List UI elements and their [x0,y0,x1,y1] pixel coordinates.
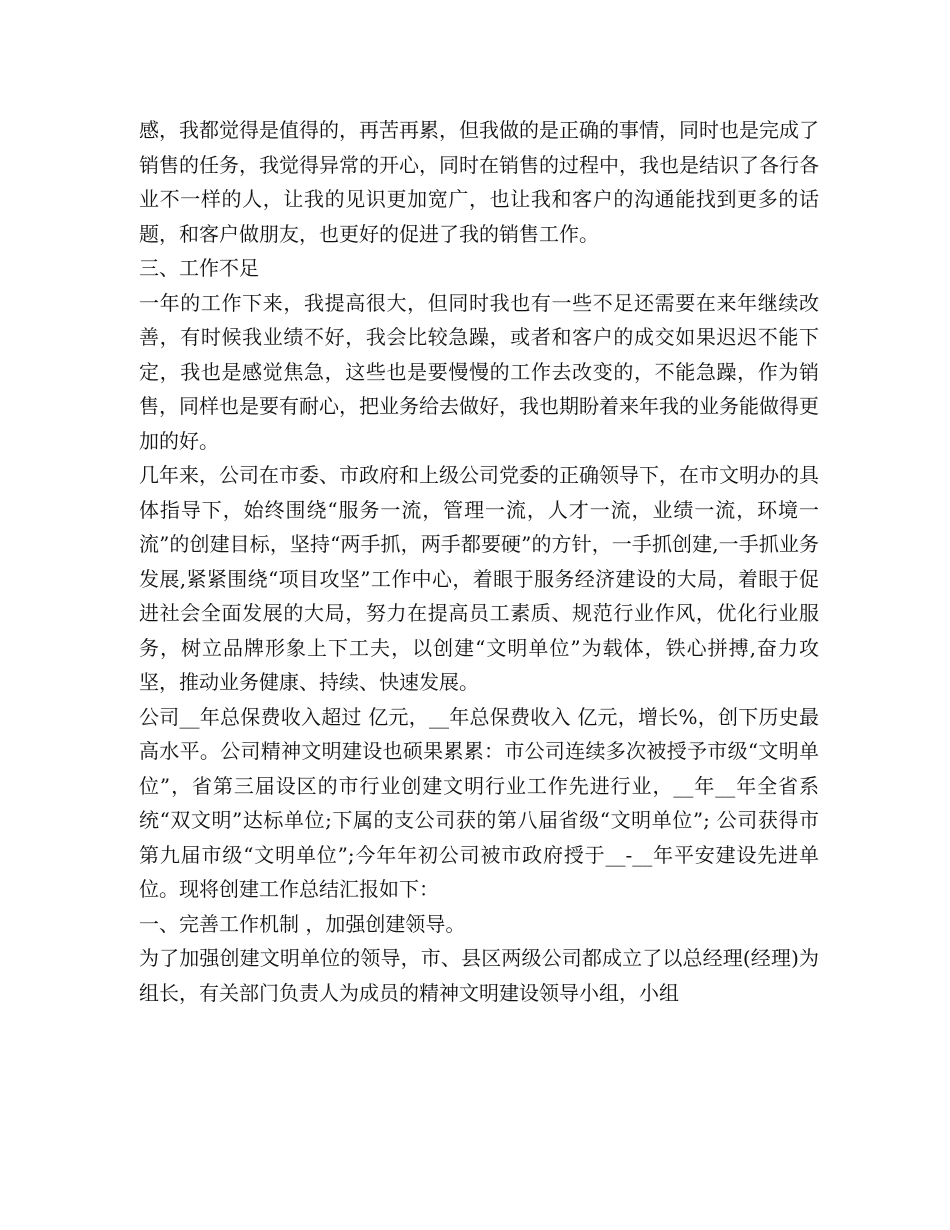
paragraph-sales-reflection: 感，我都觉得是值得的，再苦再累，但我做的是正确的事情，同时也是完成了销售的任务，我觉得异常的开心，同时在销售的过程中，我也是结识了各行各业不一样的人，让我的见识更加宽广，也让我和客户的沟通能找到更多的话题，和客户做朋友，也更好的促进了我的销售工作。 [139,118,819,246]
paragraph-company-overview: 几年来，公司在市委、市政府和上级公司党委的正确领导下，在市文明办的具体指导下，始终围绕“服务一流，管理一流，人才一流，业绩一流，环境一流”的创建目标，坚持“两手抓，两手都要硬”的方针，一手抓创建,一手抓业务发展,紧紧围绕“项目攻坚”工作中心，着眼于服务经济建设的大局，着眼于促进社会全面发展的大局，努力在提高员工素质、规范行业作风，优化行业服务，树立品牌形象上下工夫，以创建“文明单位”为载体，铁心拼搏,奋力攻坚，推动业务健康、持续、快速发展。 [139,463,819,694]
paragraph-shortcomings: 一年的工作下来，我提高很大，但同时我也有一些不足还需要在来年继续改善，有时候我业绩不好，我会比较急躁，或者和客户的成交如果迟迟不能下定，我也是感觉焦急，这些也是要慢慢的工作去改变的，不能急躁，作为销售，同样也是要有耐心，把业务给去做好，我也期盼着来年我的业务能做得更加的好。 [139,290,819,453]
document-page [139,113,819,1010]
section-heading-shortcomings: 三、工作不足 [139,256,259,280]
paragraph-achievements: 公司__年总保费收入超过 亿元，__年总保费收入 亿元，增长%，创下历史最高水平。公司精神文明建设也硕果累累：市公司连续多次被授予市级“文明单位”，省第三届设区的市行业创建文明行业工作先进行业，__年__年全省系统“双文明”达标单位;下属的支公司获的第八届省级“文明单位”; 公司获得市第九届市级“文明单位”;今年年初公司被市政府授于__-__年平安建设先进单位。现将创建工作总结汇报如下： [139,704,819,901]
section-heading-mechanism: 一、完善工作机制 ，加强创建领导。 [139,911,466,936]
paragraph-leadership: 为了加强创建文明单位的领导，市、县区两级公司都成立了以总经理(经理)为组长，有关部门负责人为成员的精神文明建设领导小组，小组 [139,946,819,1005]
